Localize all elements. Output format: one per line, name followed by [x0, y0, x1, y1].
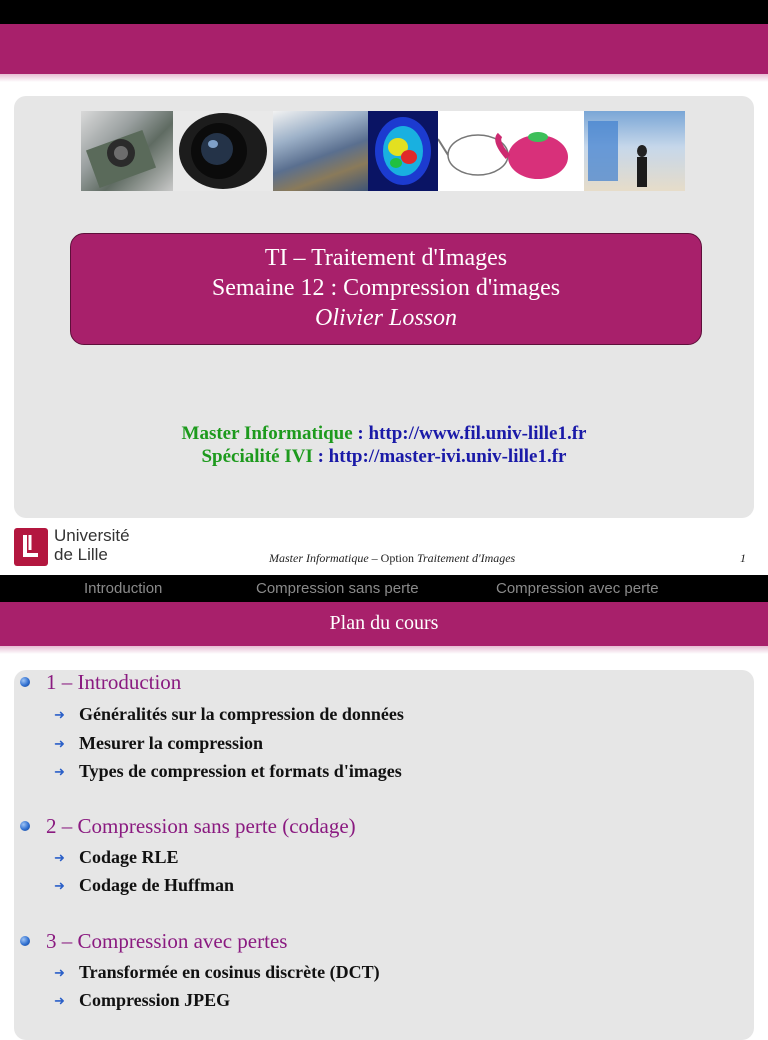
arrow-right-icon: ➜ [54, 850, 65, 865]
section-nav-bar [0, 575, 768, 602]
footer-master: Master Informatique [269, 551, 369, 565]
section-title: 1 – Introduction [46, 670, 182, 694]
master-url-link[interactable]: http://www.fil.univ-lille1.fr [368, 423, 587, 444]
speciality-line [14, 446, 754, 468]
university-logo-icon [14, 528, 48, 566]
top-black-bar [0, 0, 768, 24]
illustration-strip [81, 111, 685, 191]
list-item: Codage RLE [79, 847, 179, 867]
arrow-right-icon: ➜ [54, 965, 65, 980]
week-title: Semaine 12 : Compression d'images [211, 275, 561, 301]
speciality-sep: : [312, 446, 329, 467]
master-sep: : [352, 423, 369, 444]
logo-line2: de Lille [54, 545, 108, 564]
header-shadow [0, 74, 768, 82]
title-box [70, 233, 702, 345]
list-item: Transformée en cosinus discrète (DCT) [79, 962, 380, 982]
header-band [0, 24, 768, 74]
bullet-ball-icon [20, 936, 30, 946]
master-info-line [14, 423, 754, 445]
nav-compression-avec-perte[interactable]: Compression avec perte [496, 580, 659, 597]
plan-header-band [0, 602, 768, 646]
virtual-room-image [584, 111, 685, 191]
list-item: Mesurer la compression [79, 733, 263, 753]
footer-option: – Option [368, 551, 417, 565]
author-name: Olivier Losson [314, 305, 457, 331]
arrow-right-icon: ➜ [54, 993, 65, 1008]
plan-title: Plan du cours [329, 612, 439, 634]
footer-option-name: Traitement d'Images [417, 551, 516, 565]
list-item: Codage de Huffman [79, 875, 235, 895]
plan-header-shadow [0, 646, 768, 654]
arrow-right-icon: ➜ [54, 707, 65, 722]
master-label: Master Informatique [181, 423, 353, 444]
camera-board-image [81, 111, 173, 191]
arrow-right-icon: ➜ [54, 736, 65, 751]
list-item: Généralités sur la compression de données [79, 704, 404, 724]
bullet-ball-icon [20, 821, 30, 831]
bullet-ball-icon [20, 677, 30, 687]
nav-compression-sans-perte[interactable]: Compression sans perte [256, 580, 419, 597]
course-title: TI – Traitement d'Images [264, 245, 508, 271]
lens-image [173, 111, 273, 191]
speciality-label: Spécialité IVI [201, 446, 313, 467]
section-title: 3 – Compression avec pertes [46, 929, 288, 953]
nav-introduction[interactable]: Introduction [84, 580, 163, 597]
brain-scan-image [368, 111, 438, 191]
page-number: 1 [740, 551, 746, 565]
arrow-right-icon: ➜ [54, 878, 65, 893]
list-item: Types de compression et formats d'images [79, 761, 402, 781]
list-item: Compression JPEG [79, 990, 231, 1010]
teapot-render-image [438, 111, 584, 191]
footer-course-info [269, 551, 515, 566]
satellite-europe-image [273, 111, 368, 191]
university-logo-text [54, 526, 130, 564]
speciality-url-link[interactable]: http://master-ivi.univ-lille1.fr [328, 446, 567, 467]
section-title: 2 – Compression sans perte (codage) [46, 814, 356, 838]
logo-line1: Université [54, 526, 130, 545]
arrow-right-icon: ➜ [54, 764, 65, 779]
